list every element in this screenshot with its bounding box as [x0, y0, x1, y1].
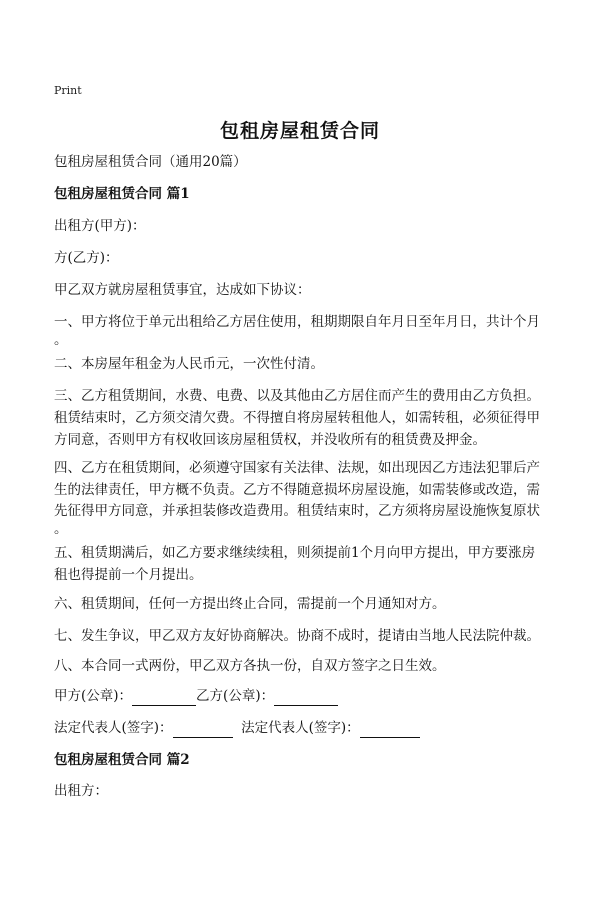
- clause1-line1: 一、甲方将位于单元出租给乙方居住使用，租期期限自年月日至年月日，共计个月: [54, 314, 540, 330]
- section1-heading: 包租房屋租赁合同 篇1: [54, 186, 190, 202]
- representative-signature-row: [54, 718, 560, 738]
- clause4-line2: 生的法律责任，甲方概不负责。乙方不得随意损坏房屋设施，如需装修或改造，需: [54, 482, 540, 498]
- rep-a-blank: [173, 723, 233, 738]
- clause7: 七、发生争议，甲乙双方友好协商解决。协商不成时，提请由当地人民法院仲裁。: [54, 628, 540, 644]
- clause5-line1: 五、租赁期满后，如乙方要求继续续租，则须提前1个月向甲方提出，甲方要涨房: [54, 545, 536, 561]
- clause4-line1: 四、乙方在租赁期间，必须遵守国家有关法律、法规，如出现因乙方违法犯罪后产: [54, 460, 540, 476]
- clause4-line3: 先征得甲方同意，并承担装修改造费用。租赁结束时，乙方须将房屋设施恢复原状: [54, 503, 540, 519]
- clause3-line2: 租赁结束时，乙方须交清欠费。不得擅自将房屋转租他人，如需转租，必须征得甲: [54, 410, 540, 426]
- party-b-seal-label: 乙方(公章)：: [196, 688, 275, 704]
- clause3-line1: 三、乙方租赁期间，水费、电费、以及其他由乙方居住而产生的费用由乙方负担。: [54, 388, 540, 404]
- clause4-line4: 。: [54, 521, 68, 537]
- party-a-seal-label: 甲方(公章)：: [54, 688, 133, 704]
- rep-b-blank: [360, 723, 420, 738]
- lessor-line: 出租方(甲方)：: [54, 218, 146, 234]
- rep-b-label: 法定代表人(签字)：: [241, 720, 360, 736]
- clause1-line2: 。: [54, 332, 68, 348]
- clause8: 八、本合同一式两份，甲乙双方各执一份，自双方签字之日生效。: [54, 658, 446, 674]
- section2-lessor-line: 出租方：: [54, 783, 108, 799]
- document-title: 包租房屋租赁合同: [219, 120, 380, 142]
- party-a-seal-blank: [132, 691, 196, 706]
- subtitle: 包租房屋租赁合同（通用20篇）: [54, 154, 247, 170]
- clause5-line2: 租也得提前一个月提出。: [54, 567, 203, 583]
- intro-line: 甲乙双方就房屋租赁事宜，达成如下协议：: [54, 282, 311, 298]
- party-b-seal-blank: [274, 691, 338, 706]
- lessee-line: 方(乙方)：: [54, 250, 119, 266]
- clause3-line3: 方同意，否则甲方有权收回该房屋租赁权，并没收所有的租赁费及押金。: [54, 432, 486, 448]
- section2-heading: 包租房屋租赁合同 篇2: [54, 752, 190, 768]
- print-label[interactable]: Print: [54, 84, 82, 97]
- rep-a-label: 法定代表人(签字)：: [54, 720, 173, 736]
- clause6: 六、租赁期间，任何一方提出终止合同，需提前一个月通知对方。: [54, 596, 446, 612]
- seal-signature-row: [54, 686, 560, 706]
- clause2: 二、本房屋年租金为人民币元，一次性付清。: [54, 356, 324, 372]
